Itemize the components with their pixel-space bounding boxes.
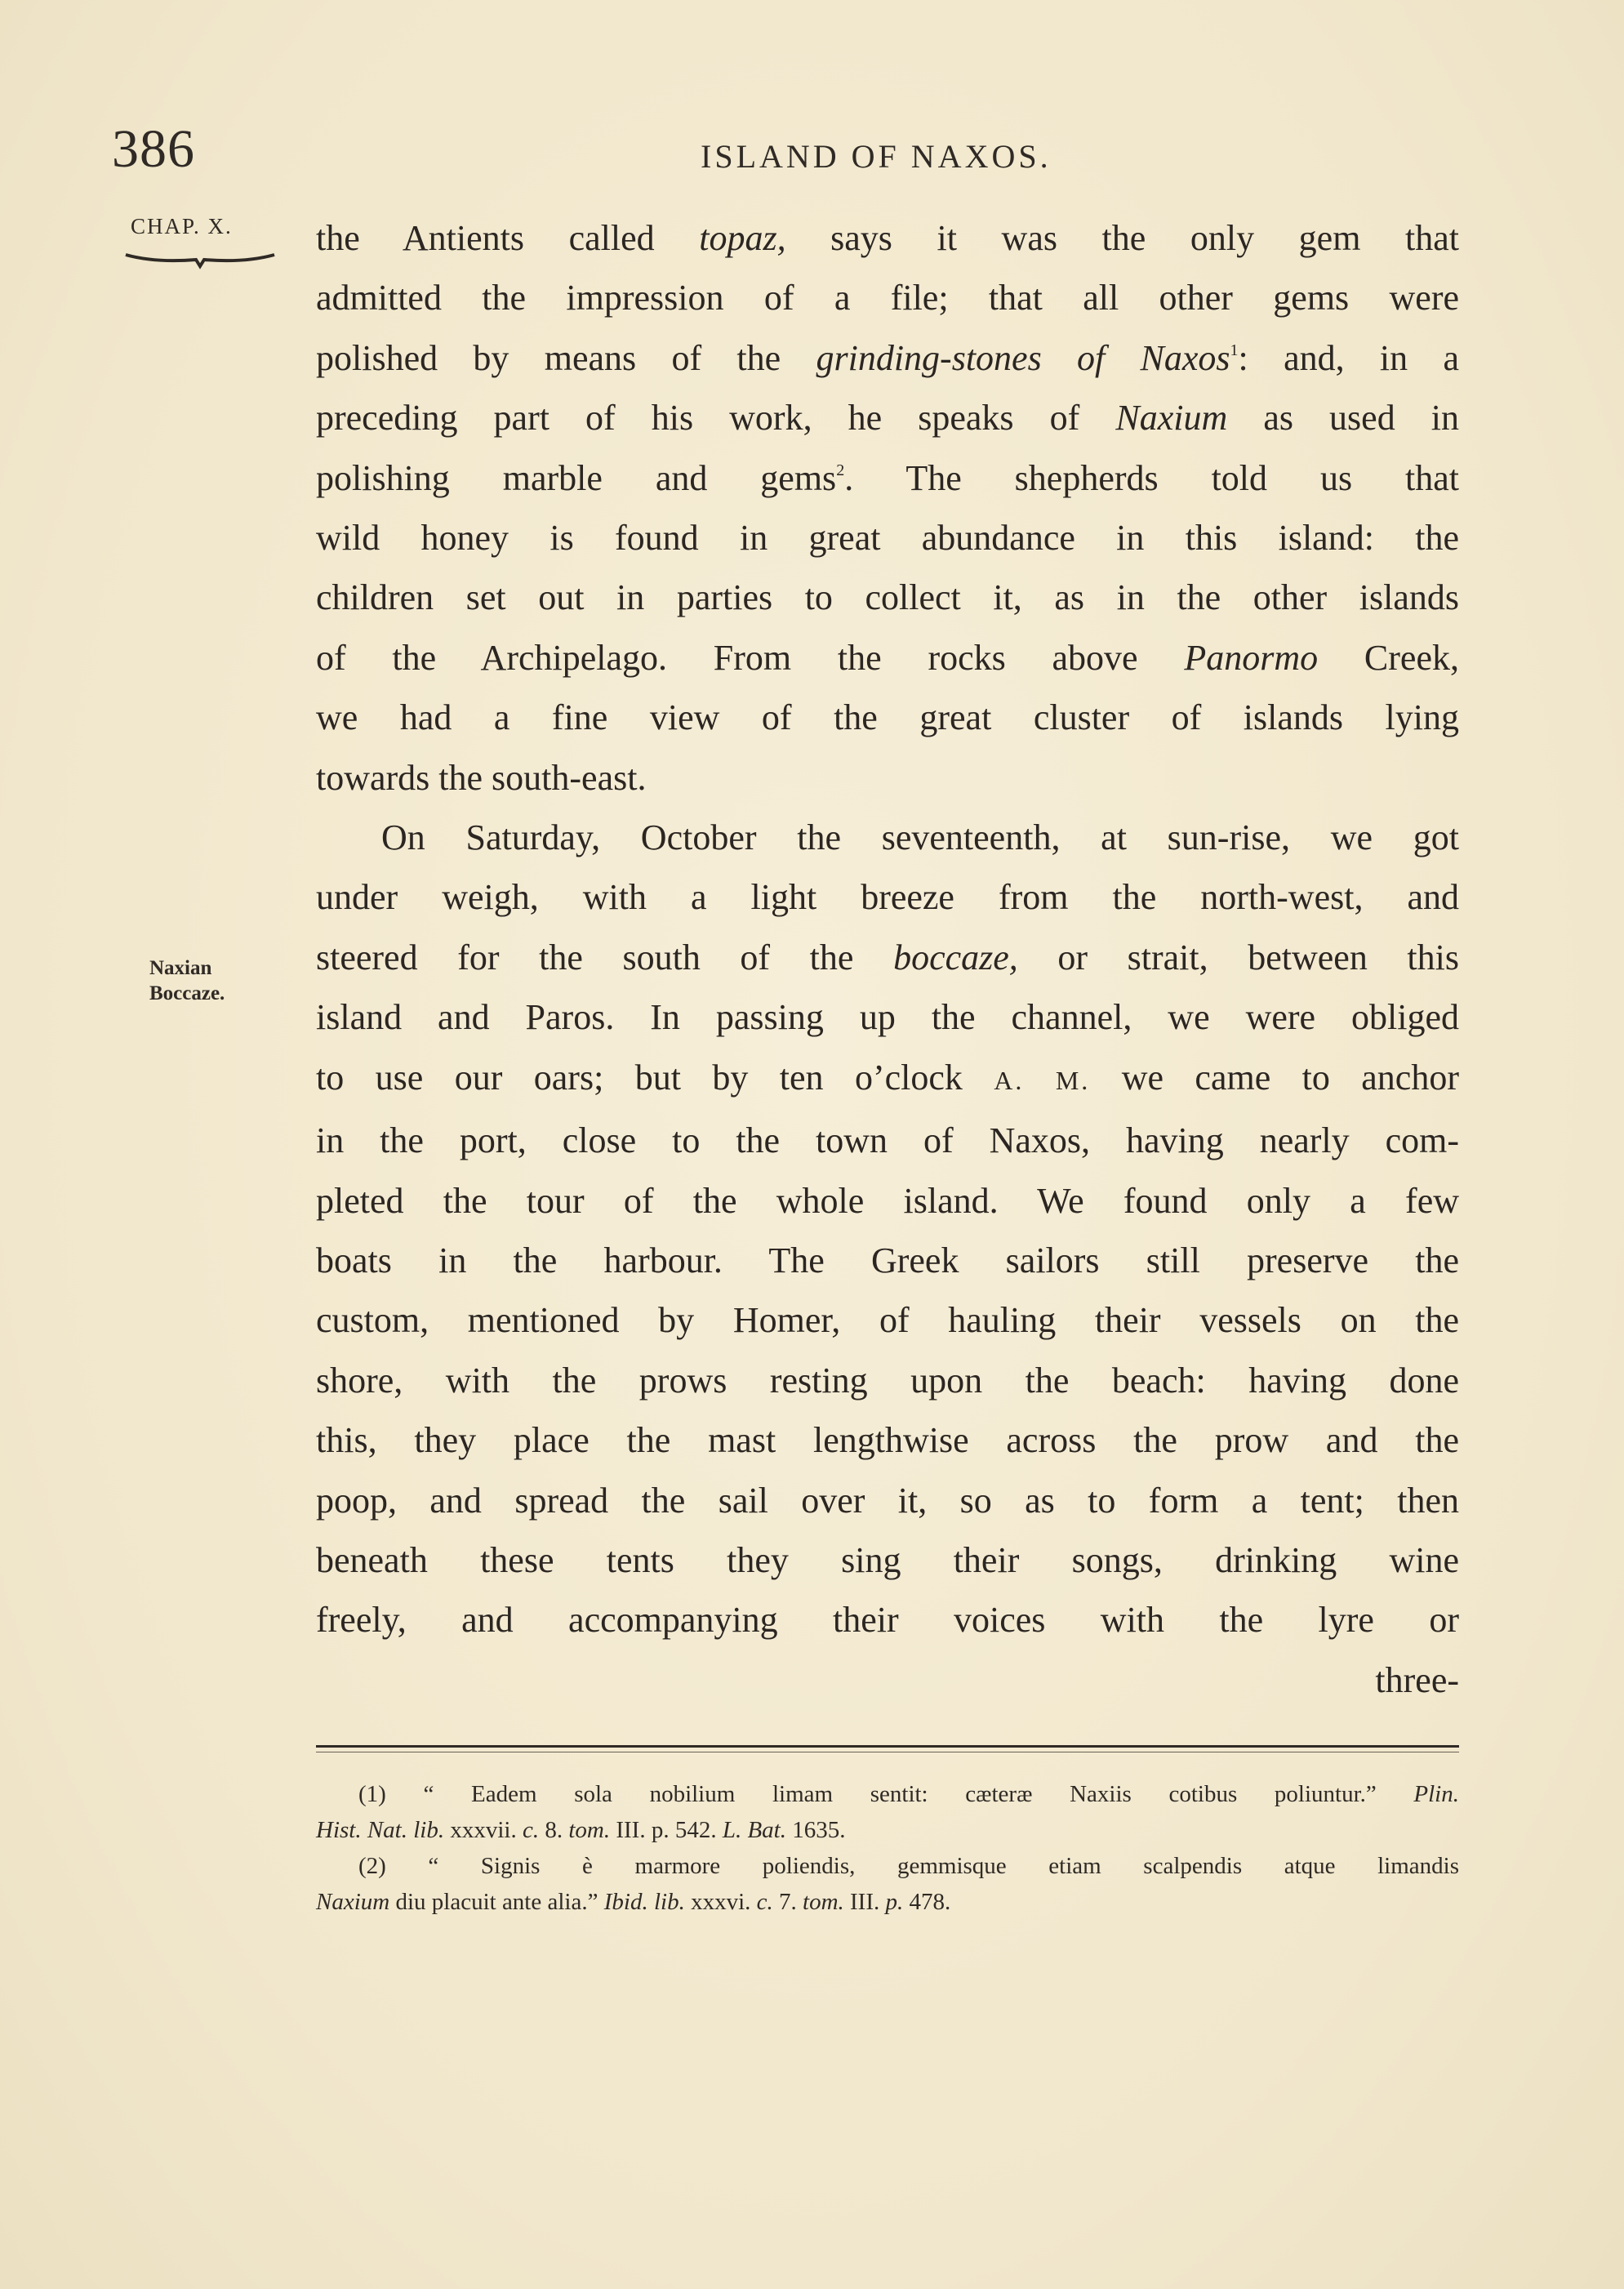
text-line: pleted the tour of the whole island. We found only a few — [316, 1180, 1459, 1221]
text-line: under weigh, with a light breeze from the north-west, and — [316, 877, 1459, 918]
text-line: this, they place the mast lengthwise across the prow and the — [316, 1420, 1459, 1461]
running-head: ISLAND OF NAXOS. — [701, 138, 1052, 175]
footnote-line: (2) “ Signis è marmore poliendis, gemmisque etiam scalpendis atque limandis — [358, 1853, 1459, 1879]
text-line: in the port, close to the town of Naxos, having nearly com- — [316, 1120, 1459, 1161]
footnote-line: Hist. Nat. lib. xxxvii. c. 8. tom. III. p. 542. L. Bat. 1635. — [316, 1817, 846, 1843]
text-line: to use our oars; but by ten o’clock A. M. we came to anchor — [316, 1057, 1459, 1098]
text-line: children set out in parties to collect it, as in the other islands — [316, 577, 1459, 618]
chapter-label: CHAP. X. — [131, 214, 233, 238]
text-line: island and Paros. In passing up the channel, we were obliged — [316, 997, 1459, 1038]
text-line: polished by means of the grinding-stones of Naxos$^1$: and, in a — [316, 337, 1459, 378]
margin-side-note — [149, 955, 225, 1006]
text-line: On Saturday, October the seventeenth, at sun-rise, we got — [381, 817, 1459, 858]
side-note-line: Naxian — [149, 957, 212, 979]
footnote-line: Naxium diu placuit ante alia.” Ibid. lib. xxxvi. c. 7. tom. III. p. 478. — [316, 1889, 951, 1915]
text-line: steered for the south of the boccaze, or strait, between this — [316, 937, 1460, 978]
page-number: 386 — [112, 119, 195, 179]
side-note-line: Boccaze. — [149, 982, 225, 1004]
text-line: wild honey is found in great abundance in this island: the — [316, 518, 1459, 559]
catchword: three- — [1375, 1659, 1459, 1700]
text-line: freely, and accompanying their voices with the lyre or — [316, 1600, 1459, 1641]
chapter-brace-ornament — [122, 250, 278, 274]
text-line: beneath these tents they sing their songs, drinking wine — [316, 1539, 1459, 1580]
text-line: of the Archipelago. From the rocks above Panormo Creek, — [316, 637, 1459, 678]
text-line: admitted the impression of a file; that all other gems were — [316, 278, 1459, 318]
footnote-line: (1) “ Eadem sola nobilium limam sentit: cæteræ Naxiis cotibus poliuntur.” Plin. — [358, 1781, 1459, 1807]
text-line: polishing marble and gems$^2$. The shepherds told us that — [316, 457, 1459, 498]
text-line: towards the south-east. — [316, 757, 647, 798]
text-line: preceding part of his work, he speaks of Naxium as used in — [316, 398, 1459, 439]
text-line: we had a fine view of the great cluster of islands lying — [316, 697, 1459, 738]
text-line: shore, with the prows resting upon the beach: having done — [316, 1360, 1459, 1401]
body-text — [316, 208, 1459, 1710]
footnote-divider — [316, 1745, 1459, 1752]
text-line: custom, mentioned by Homer, of hauling their vessels on the — [316, 1300, 1459, 1341]
footnotes — [316, 1776, 1459, 1920]
text-line: boats in the harbour. The Greek sailors still preserve the — [316, 1240, 1459, 1280]
text-line: the Antients called topaz, says it was the only gem that — [316, 218, 1459, 258]
text-line: poop, and spread the sail over it, so as to form a tent; then — [316, 1480, 1459, 1521]
